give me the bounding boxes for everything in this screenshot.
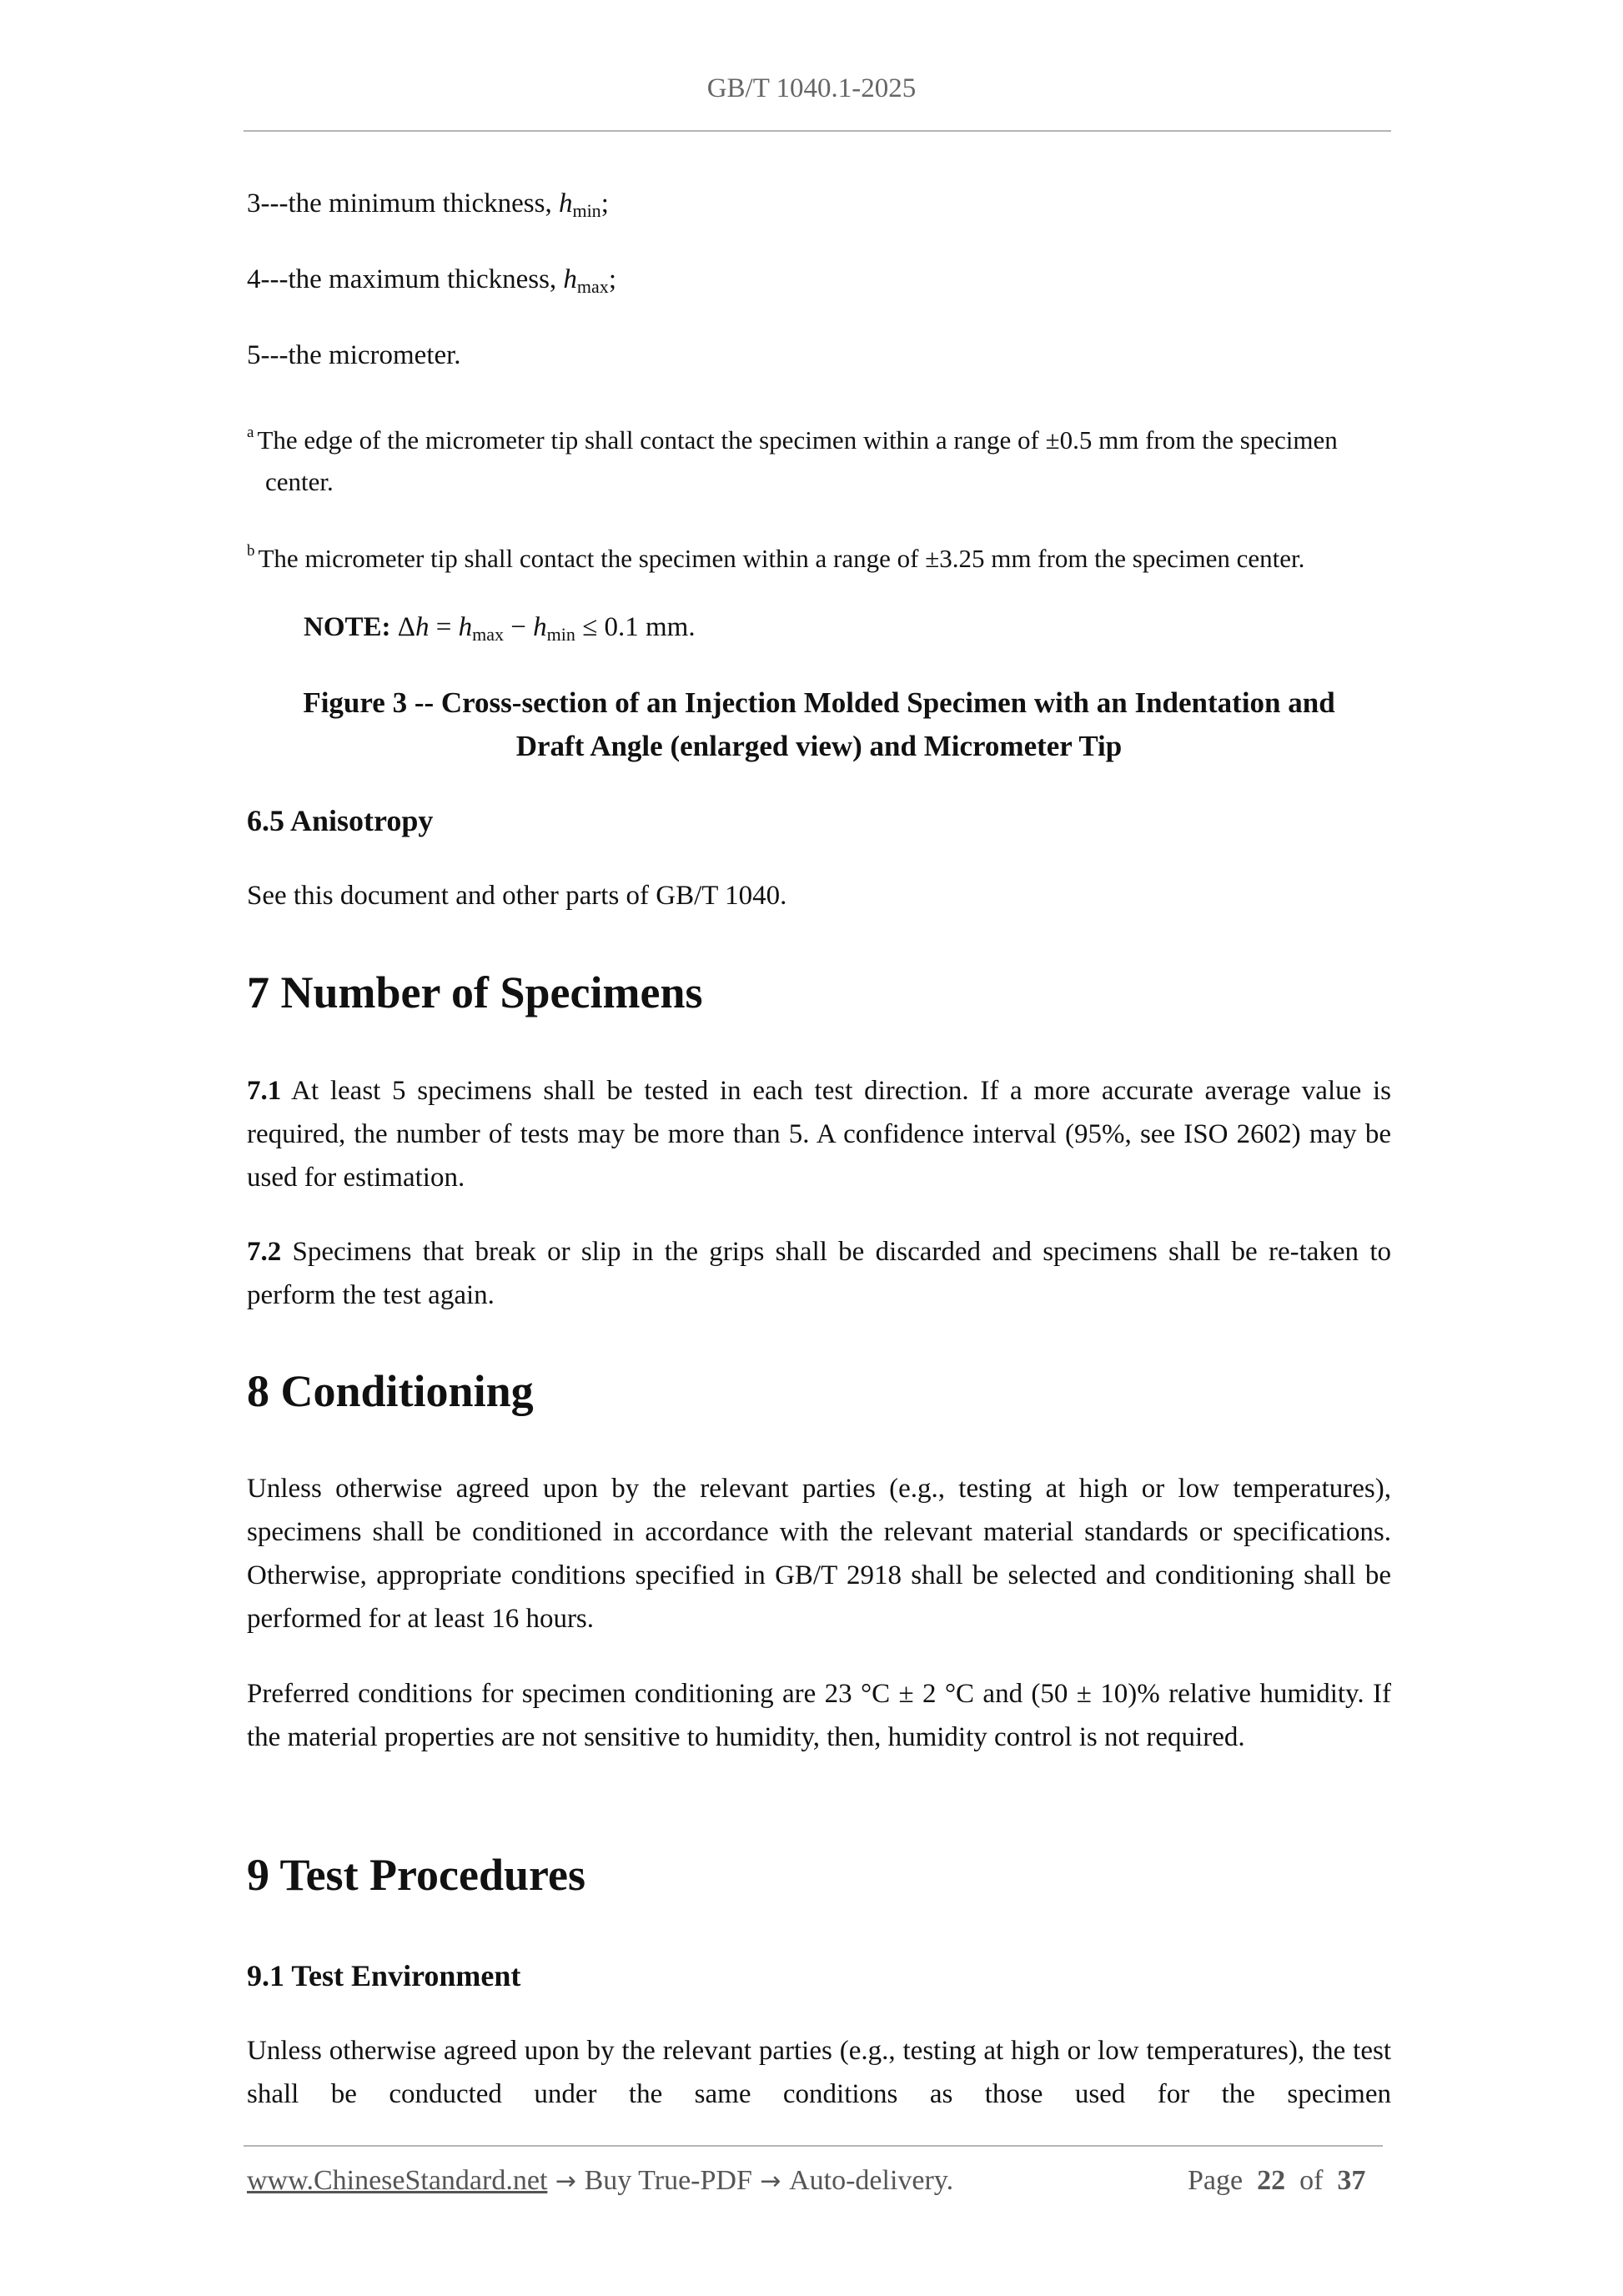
legend-item-4: 4---the maximum thickness, $h_{max}$; [247,264,616,297]
section-8-paragraph-2: Preferred conditions for specimen conditioning are 23 °C ± 2 °C and (50 ± 10)% relative humidity. If the material properties are not sensitive to humidity, then, humidity control is not required. [247,1679,1391,1752]
footer-promo [247,2165,953,2197]
footnote-a: $^a$ The edge of the micrometer tip shall contact the specimen within a range of ±0.5 mm from the specimen center. [247,424,1338,496]
document-header-title: GB/T 1040.1-2025 [706,73,917,103]
footer-divider [244,2145,1383,2147]
section-9-heading: 9 Test Procedures [247,1850,586,1900]
total-pages: 37 [1337,2165,1366,2196]
legend-item-5: 5---the micrometer. [247,340,461,370]
buy-pdf-text: Buy True-PDF [584,2165,752,2196]
section-9-1-paragraph: Unless otherwise agreed upon by the relevant parties (e.g., testing at high or low temperatures), the test shall be conducted under the same conditions as those used for the specimen [247,2036,1391,2109]
current-page: 22 [1257,2165,1286,2196]
legend-item-3: 3---the minimum thickness, $h_{min}$; [247,188,609,221]
section-9-1-heading: 9.1 Test Environment [247,1959,521,1992]
figure-caption: Figure 3 -- Cross-section of an Injection Molded Specimen with an Indentation and Draft Angle (enlarged view) and Micrometer Tip [303,686,1335,762]
section-7-heading: 7 Number of Specimens [247,967,703,1017]
arrow-right-icon: → [547,2167,585,2196]
figure-note: NOTE: $\Delta h = h_{max} - h_{min} \le 0.1$ mm. [304,612,696,645]
section-8-paragraph-1: Unless otherwise agreed upon by the relevant parties (e.g., testing at high or low temperatures), specimens shall be conditioned in accordance with the relevant material standards or specifications. Otherwise, appropriate conditions specified in GB/T 2918 shall be selected and conditioning shall be performed for at least 16 hours. [247,1474,1391,1634]
section-6-5-heading: 6.5 Anisotropy [247,804,434,837]
arrow-right-icon: → [751,2167,790,2196]
footnote-b: $^b$ The micrometer tip shall contact the specimen within a range of ±3.25 mm from the specimen center. [247,542,1305,573]
section-7-2-paragraph: 7.2 Specimens that break or slip in the grips shall be discarded and specimens shall be re-taken to perform the test again. [247,1237,1391,1310]
auto-delivery-text: Auto-delivery. [789,2165,954,2196]
section-8-heading: 8 Conditioning [247,1366,534,1416]
section-7-1-paragraph: 7.1 At least 5 specimens shall be tested in each test direction. If a more accurate average value is required, the number of tests may be more than 5. A confidence interval (95%, see ISO 2602) may be used for estimation. [247,1076,1391,1193]
website-link[interactable]: www.ChineseStandard.net [247,2165,548,2196]
section-6-5-text: See this document and other parts of GB/T 1040. [247,881,787,911]
header-divider [244,130,1391,132]
page-number: Page 22 of 37 [1188,2165,1366,2196]
